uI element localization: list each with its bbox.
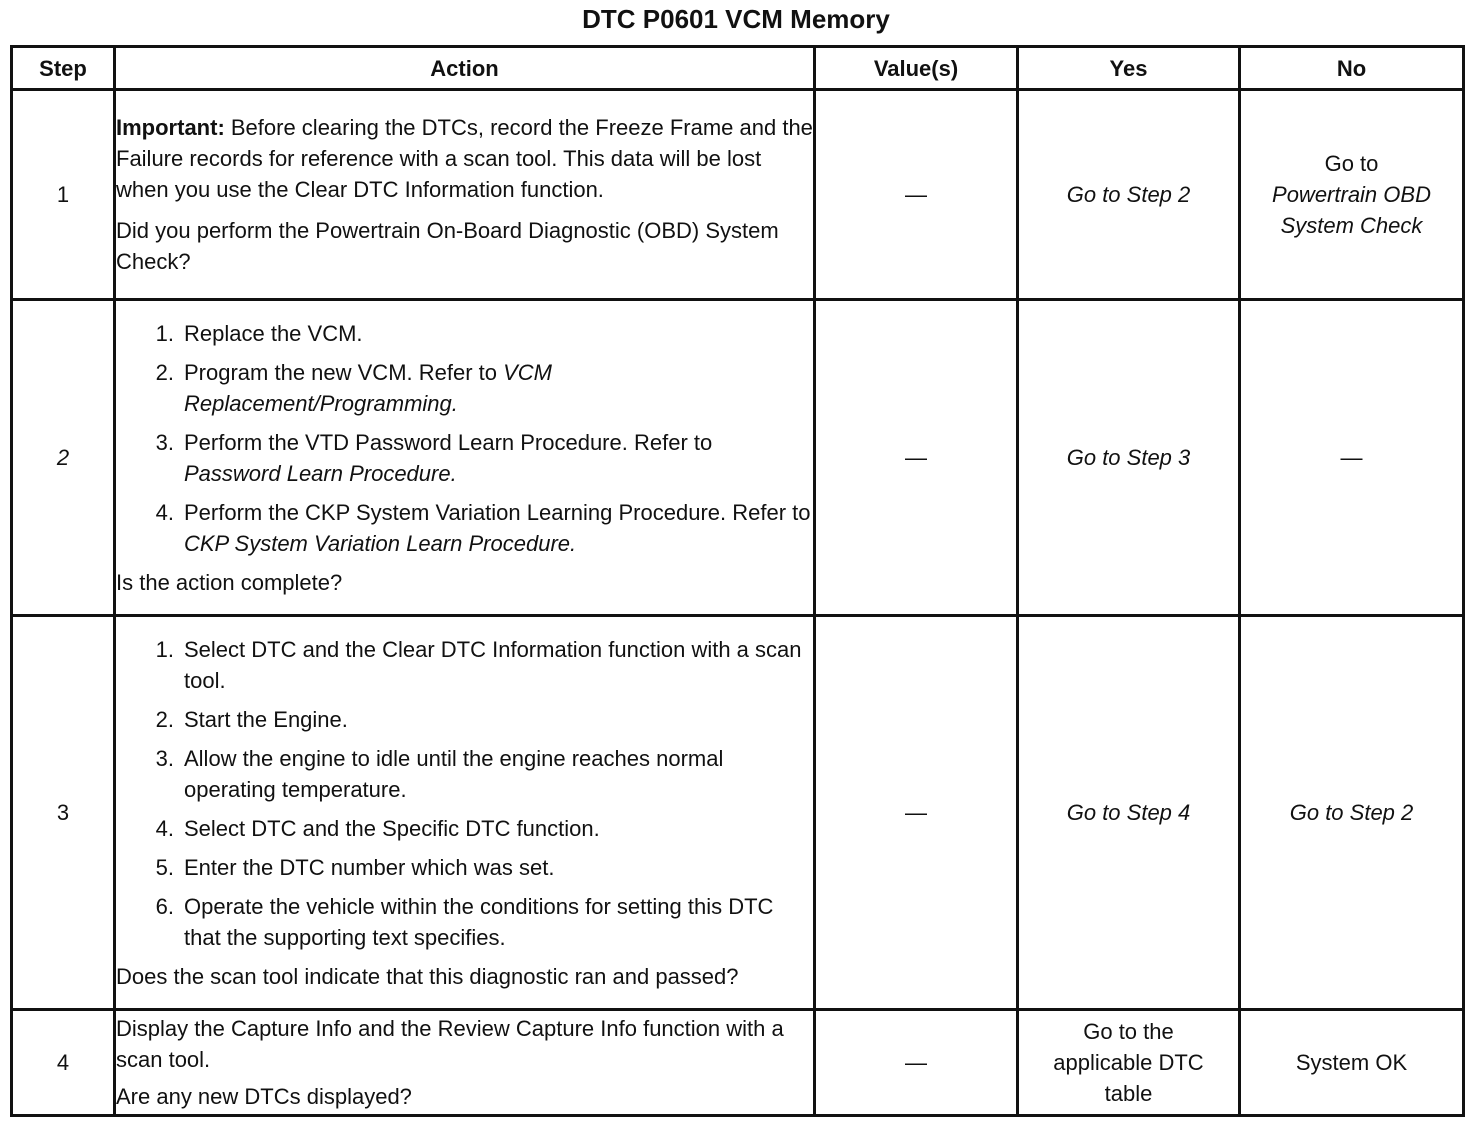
value-dash: — xyxy=(905,800,927,825)
step-question: Are any new DTCs displayed? xyxy=(116,1084,412,1109)
important-label: Important: xyxy=(116,115,225,140)
yes-cell xyxy=(1018,90,1240,300)
no-result: System OK xyxy=(1295,1050,1408,1075)
list-item: 2. Start the Engine. xyxy=(155,706,348,732)
yes-link[interactable]: Go to Step 2 xyxy=(1066,182,1191,207)
no-cell xyxy=(1240,90,1464,300)
action-list xyxy=(116,634,813,953)
table-row-step-4 xyxy=(12,1010,1464,1116)
list-item: 1. Replace the VCM. xyxy=(155,320,363,346)
step-number: 2 xyxy=(12,300,115,616)
step-number: 1 xyxy=(12,90,115,300)
value-dash: — xyxy=(905,445,927,470)
header-values: Value(s) xyxy=(815,47,1018,90)
step-number: 4 xyxy=(12,1010,115,1116)
step-question: Does the scan tool indicate that this diagnostic ran and passed? xyxy=(116,963,739,989)
no-cell xyxy=(1240,300,1464,616)
list-item: 5. Enter the DTC number which was set. xyxy=(155,854,555,880)
no-go-to: Go to xyxy=(1324,151,1379,176)
yes-link[interactable]: Go to Step 3 xyxy=(1066,445,1191,470)
no-link[interactable]: Go to Step 2 xyxy=(1289,800,1414,825)
document-title: DTC P0601 VCM Memory xyxy=(582,4,890,34)
step-question: Is the action complete? xyxy=(116,569,343,595)
header-no: No xyxy=(1240,47,1464,90)
value-cell xyxy=(815,616,1018,1010)
list-item: 3. Allow the engine to idle until the engine reaches normal operating temperature. xyxy=(155,745,724,802)
list-item: 2. Program the new VCM. Refer to VCM Replacement/Programming. xyxy=(155,359,553,416)
table-row-step-2 xyxy=(12,300,1464,616)
table-row-step-3 xyxy=(12,616,1464,1010)
action-text: Display the Capture Info and the Review Capture Info function with a scan tool. xyxy=(116,1016,784,1072)
yes-cell xyxy=(1018,1010,1240,1116)
reference-link[interactable]: CKP System Variation Learn Procedure. xyxy=(184,530,577,556)
no-cell xyxy=(1240,1010,1464,1116)
header-step: Step xyxy=(12,47,115,90)
action-cell xyxy=(115,616,815,1010)
important-text: Before clearing the DTCs, record the Freeze Frame and the Failure records for reference with a scan tool. This data will be lost when you use the Clear DTC Information function. xyxy=(116,115,813,202)
no-cell xyxy=(1240,616,1464,1010)
value-dash: — xyxy=(905,1050,927,1075)
yes-cell xyxy=(1018,300,1240,616)
value-cell xyxy=(815,90,1018,300)
value-cell xyxy=(815,1010,1018,1116)
header-row xyxy=(12,47,1464,90)
action-cell xyxy=(115,300,815,616)
yes-link[interactable]: Go to Step 4 xyxy=(1066,800,1191,825)
yes-cell xyxy=(1018,616,1240,1010)
table-row-step-1 xyxy=(12,90,1464,300)
list-item: 6. Operate the vehicle within the conditions for setting this DTC that the supporting text specifies. xyxy=(155,893,774,950)
list-item: 4. Perform the CKP System Variation Learning Procedure. Refer to CKP System Variation Learn Procedure. xyxy=(155,499,811,556)
header-yes: Yes xyxy=(1018,47,1240,90)
yes-link[interactable]: Go to the applicable DTC table xyxy=(1053,1019,1204,1106)
action-cell xyxy=(115,1010,815,1116)
value-cell xyxy=(815,300,1018,616)
diagnostic-table xyxy=(10,45,1465,1117)
no-link[interactable]: Powertrain OBD System Check xyxy=(1272,182,1431,238)
step-question: Did you perform the Powertrain On-Board Diagnostic (OBD) System Check? xyxy=(116,218,779,274)
step-number: 3 xyxy=(12,616,115,1010)
action-list xyxy=(116,318,813,559)
list-item: 1. Select DTC and the Clear DTC Information function with a scan tool. xyxy=(155,636,802,693)
reference-link[interactable]: VCM Replacement/Programming. xyxy=(184,359,553,416)
list-item: 3. Perform the VTD Password Learn Procedure. Refer to Password Learn Procedure. xyxy=(155,429,713,486)
important-note xyxy=(116,112,813,205)
value-dash: — xyxy=(905,182,927,207)
no-dash: — xyxy=(1340,445,1363,470)
action-cell xyxy=(115,90,815,300)
list-item: 4. Select DTC and the Specific DTC function. xyxy=(155,815,600,841)
reference-link[interactable]: Password Learn Procedure. xyxy=(184,460,457,486)
header-action: Action xyxy=(115,47,815,90)
